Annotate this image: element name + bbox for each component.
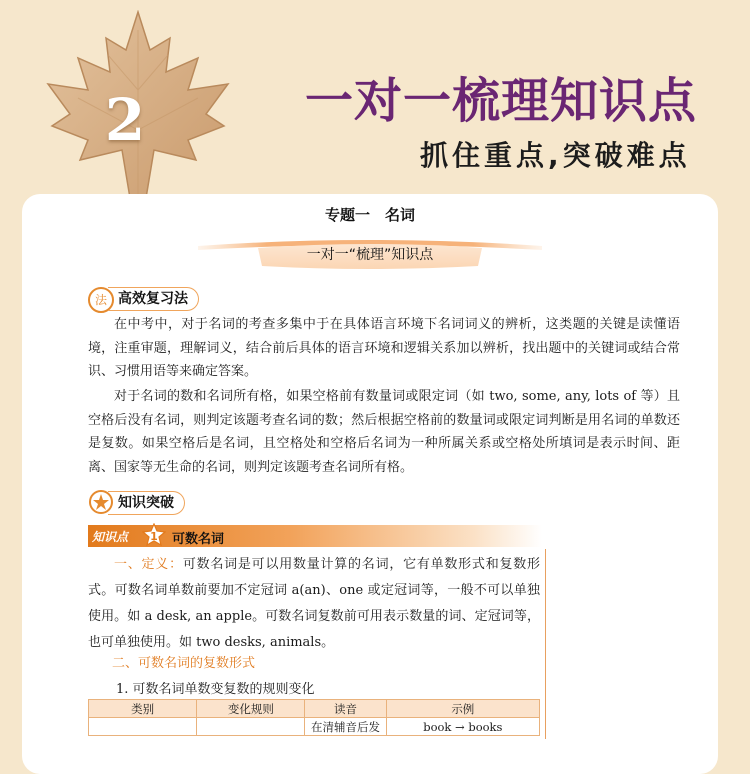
definition-paragraph: [88, 552, 540, 656]
section-breakthrough-header: [88, 491, 238, 517]
table-row: [89, 718, 540, 736]
table-cell: book → books: [386, 718, 539, 736]
definition-heading: 一、定义：: [114, 557, 183, 572]
definition-text: 可数名词是可以用数量计算的名词，它有单数形式和复数形式。可数名词单数前要加不定冠词 a(an)、one 或定冠词等，一般不可以单独使用。如 a desk, an apple。可数名词复数前可用表示数量的词、定冠词等，也可单独使用。如 two desks, animals。: [88, 557, 540, 650]
table-cell: [89, 718, 197, 736]
method-icon: 法: [88, 287, 114, 313]
table-header-pronunciation: 读音: [305, 700, 386, 718]
page-subheadline: 抓住重点,突破难点: [420, 139, 691, 172]
table-cell: [197, 718, 305, 736]
knowledge-point-title: 可数名词: [172, 532, 225, 547]
page-headline: 一对一梳理知识点: [305, 73, 698, 129]
plural-rules-table: [88, 699, 540, 736]
method-paragraph-2: 对于名词的数和名词所有格，如果空格前有数量词或限定词（如 two, some, any, lots of 等）且空格后没有名词，则判定该题考查名词的数；然后根据空格前的数量词或限定词判断是用名词的单数还是复数。如果空格后是名词，且空格处和空格后名词为一种所属关系或空格处所填词是表示时间、距离、国家等无生命的名词，则判定该题考查名词所有格。: [88, 389, 680, 475]
topic-title: 专题一 名词: [324, 206, 415, 224]
section-method-label: 高效复习法: [108, 287, 199, 311]
section-method-header: [88, 287, 248, 313]
banner-title: 一对一“梳理”知识点: [306, 247, 434, 263]
knowledge-point-number: 1: [150, 530, 158, 543]
method-paragraph-1: 在中考中，对于名词的考查多集中于在具体语言环境下名词词义的辨析，这类题的关键是读懂语境，注重审题，理解词义，结合前后具体的语言环境和逻辑关系加以辨析，找出题中的关键词或结合常识、习惯用语等来确定答案。: [88, 317, 680, 379]
table-cell: 在清辅音后发: [305, 718, 386, 736]
section-breakthrough-label: 知识突破: [108, 491, 185, 515]
box-border-right: [545, 549, 546, 739]
table-header-row: [89, 700, 540, 718]
section-number-badge: 2: [104, 86, 146, 154]
table-header-rule: 变化规则: [197, 700, 305, 718]
star-number-icon: [142, 523, 166, 547]
knowledge-point-tag: 知识点: [92, 530, 129, 544]
regular-rule-heading: 1. 可数名词单数变复数的规则变化: [116, 682, 315, 697]
table-header-category: 类别: [89, 700, 197, 718]
table-header-example: 示例: [386, 700, 539, 718]
plural-forms-heading: 二、可数名词的复数形式: [112, 656, 256, 671]
